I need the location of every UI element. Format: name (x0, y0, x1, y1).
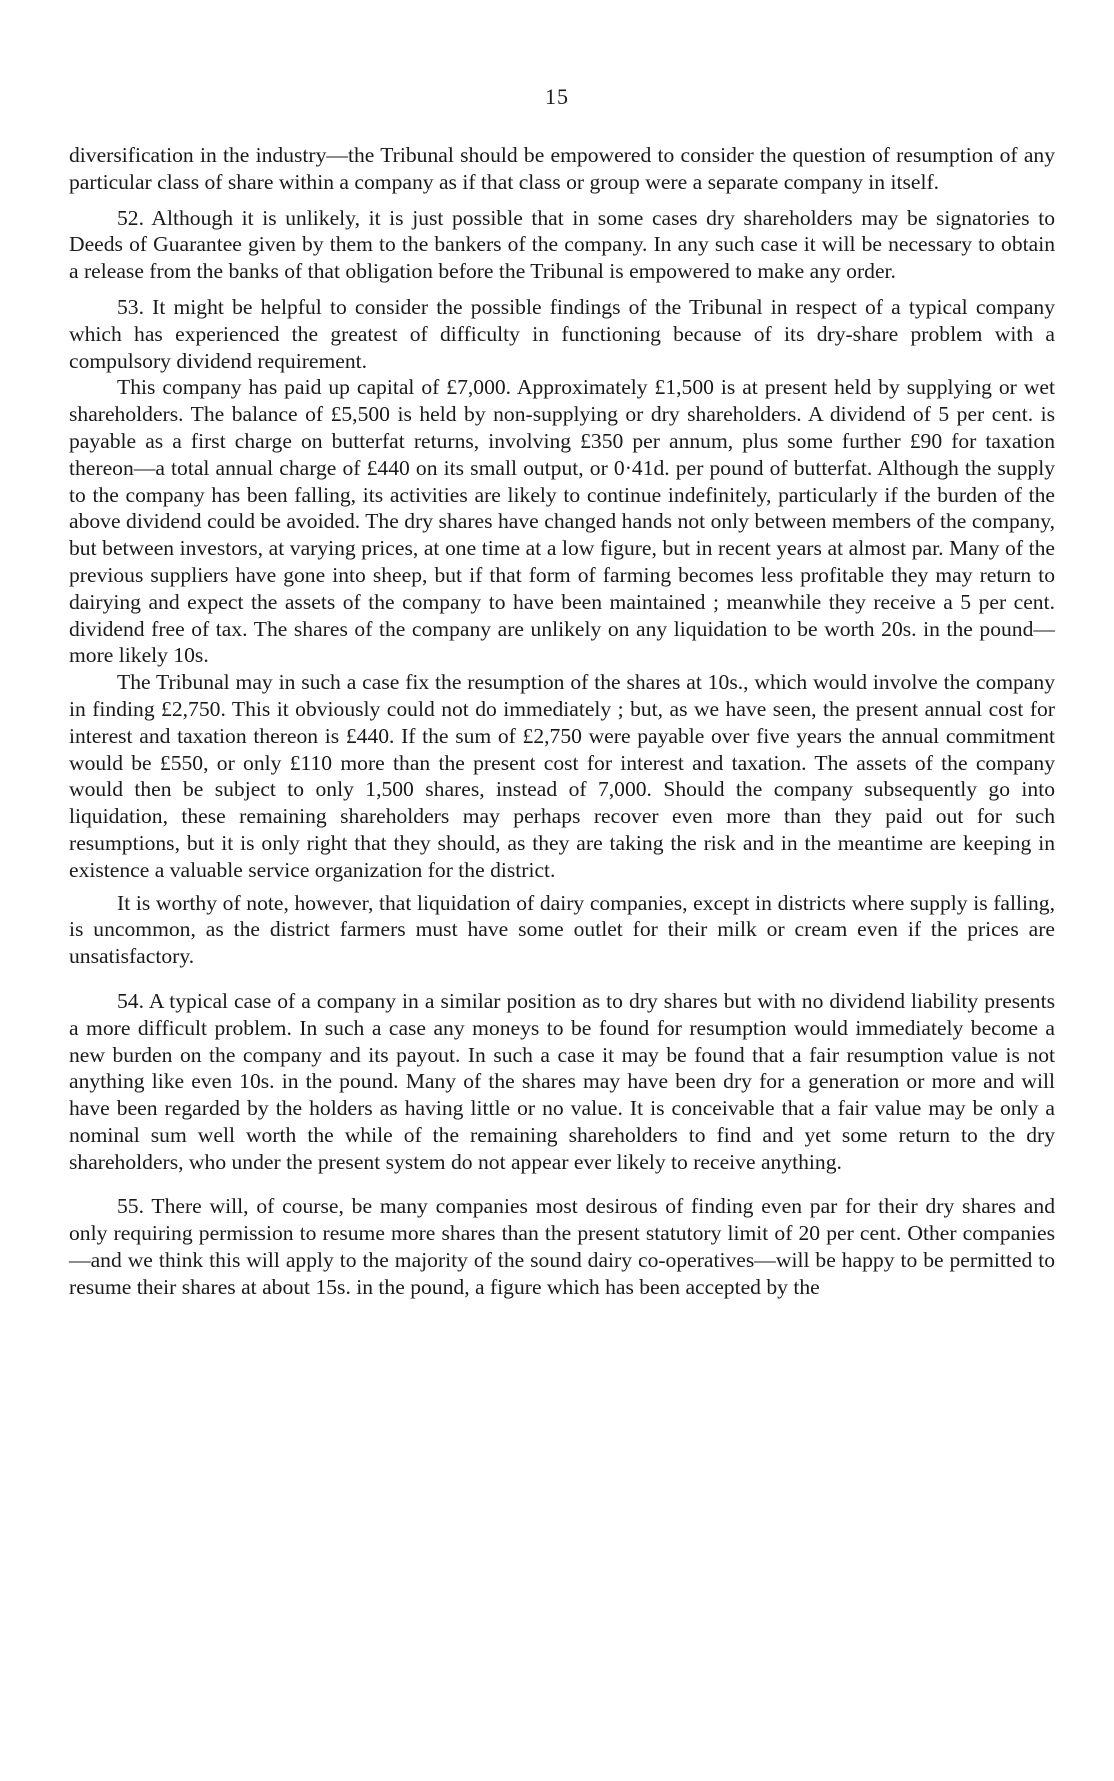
body-text (69, 142, 1055, 1301)
paragraph-53-company-example: This company has paid up capital of £7,000. Approximately £1,500 is at present held by supplying or wet shareholders. The balance of £5,500 is held by non-supplying or dry shareholders. A dividend of 5 per cent. is payable as a first charge on butterfat returns, involving £350 per annum, plus some further £90 for taxation thereon—a total annual charge of £440 on its small output, or 0·41d. per pound of butterfat. Although the supply to the company has been falling, its activities are likely to continue indefinitely, particularly if the burden of the above dividend could be avoided. The dry shares have changed hands not only between members of the company, but between investors, at varying prices, at one time at a low figure, but in recent years at almost par. Many of the previous suppliers have gone into sheep, but if that form of farming becomes less profitable they may return to dairying and expect the assets of the company to have been maintained ; meanwhile they receive a 5 per cent. dividend free of tax. The shares of the company are unlikely on any liquidation to be worth 20s. in the pound—more likely 10s. (69, 375, 1055, 668)
paragraph-53: 53. It might be helpful to consider the possible findings of the Tribunal in respect of a typical company which has experienced the greatest of difficulty in functioning because of its dry-share problem with a compulsory dividend requirement. (69, 294, 1055, 373)
paragraph-continuation: diversification in the industry—the Tribunal should be empowered to consider the question of resumption of any particular class of share within a company as if that class or group were a separate company in itself. (69, 143, 1055, 194)
paragraph-55: 55. There will, of course, be many companies most desirous of finding even par for their dry shares and only requiring permission to resume more shares than the present statutory limit of 20 per cent. Other companies—and we think this will apply to the majority of the sound dairy co-operatives—will be happy to be permitted to resume their shares at about 15s. in the pound, a figure which has been accepted by the (69, 1194, 1055, 1299)
paragraph-52: 52. Although it is unlikely, it is just possible that in some cases dry shareholders may be signatories to Deeds of Guarantee given by them to the bankers of the company. In any such case it will be necessary to obtain a release from the banks of that obligation before the Tribunal is empowered to make any order. (69, 205, 1055, 284)
page-number: 15 (545, 84, 569, 109)
paragraph-53-liquidation-note: It is worthy of note, however, that liquidation of dairy companies, except in districts where supply is falling, is uncommon, as the district farmers must have some outlet for their milk or cream even if the prices are unsatisfactory. (69, 890, 1055, 969)
paragraph-53-tribunal-resumption: The Tribunal may in such a case fix the resumption of the shares at 10s., which would involve the company in finding £2,750. This it obviously could not do immediately ; but, as we have seen, the present annual cost for interest and taxation thereon is £440. If the sum of £2,750 were payable over five years the annual commitment would be £550, or only £110 more than the present cost for interest and taxation. The assets of the company would then be subject to only 1,500 shares, instead of 7,000. Should the company subsequently go into liquidation, these remaining shareholders may perhaps recover even more than they paid out for such resumptions, but it is only right that they should, as they are taking the risk and in the meantime are keeping in existence a valuable service organization for the district. (69, 670, 1055, 882)
paragraph-54: 54. A typical case of a company in a similar position as to dry shares but with no dividend liability presents a more difficult problem. In such a case any moneys to be found for resumption would immediately become a new burden on the company and its payout. In such a case it may be found that a fair resumption value is not anything like even 10s. in the pound. Many of the shares may have been dry for a generation or more and will have been regarded by the holders as having little or no value. It is conceivable that a fair value may be only a nominal sum well worth the while of the remaining shareholders to find and yet some return to the dry shareholders, who under the present system do not appear ever likely to receive anything. (69, 988, 1055, 1174)
